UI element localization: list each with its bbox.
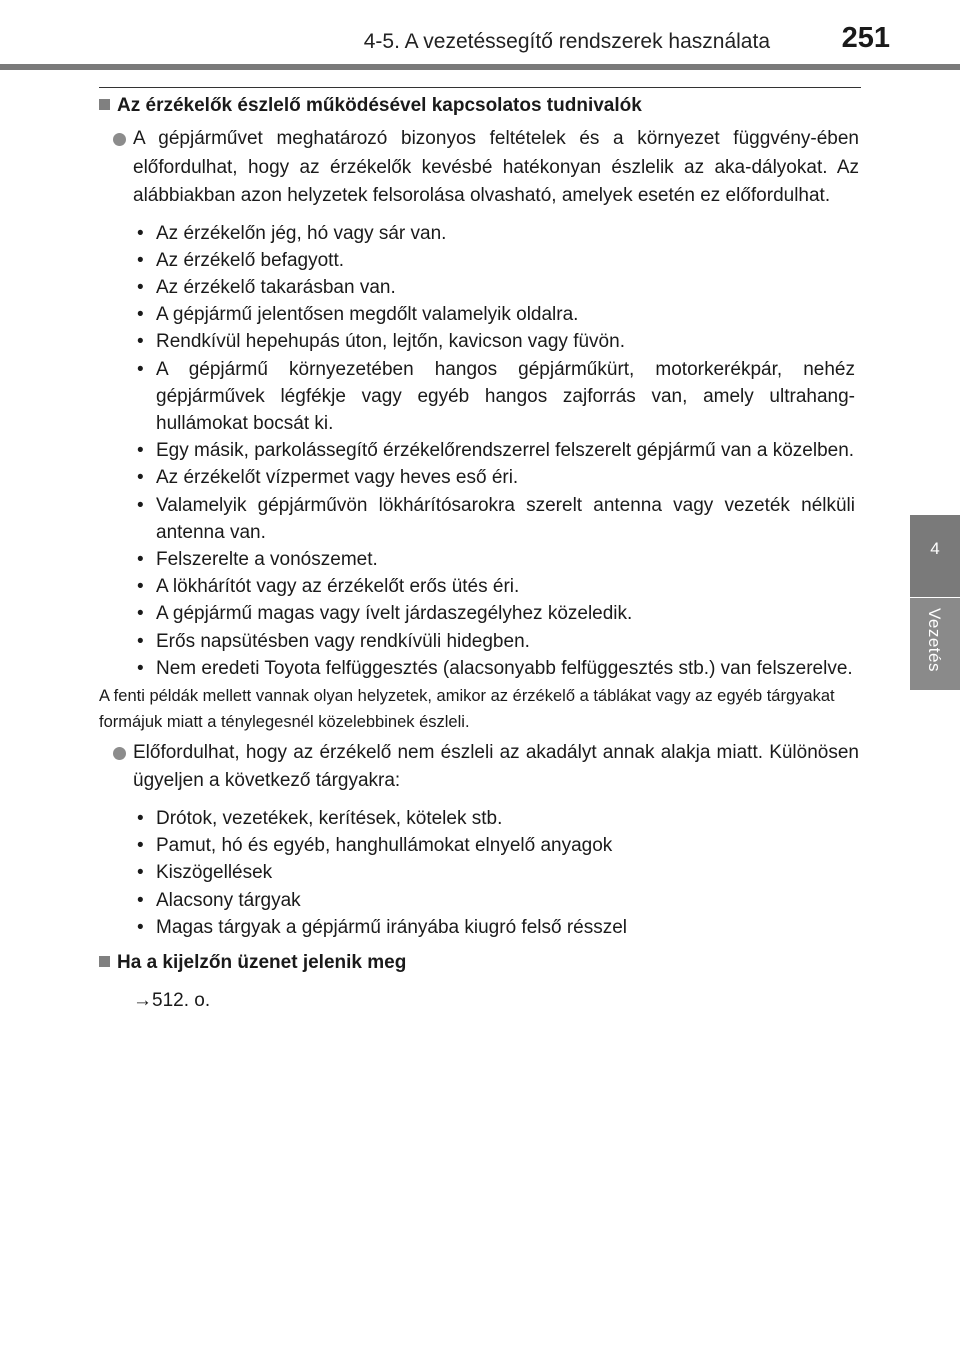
chapter-label-tab: [910, 598, 960, 690]
list-item: • Rendkívül hepehupás úton, lejtőn, kavicson vagy füvön.: [156, 328, 859, 355]
chapter-label: Vezetés: [925, 608, 944, 672]
header-rule: [0, 64, 960, 70]
conditions-list: [99, 220, 859, 682]
list-item: • Felszerelte a vonószemet.: [156, 546, 859, 573]
list-item: • Az érzékelőt vízpermet vagy heves eső éri.: [156, 464, 859, 491]
section-heading-text: Ha a kijelzőn üzenet jelenik meg: [117, 951, 407, 973]
circle-bullet-icon: [113, 133, 126, 146]
list-item: • Magas tárgyak a gépjármű irányába kiugró felső résszel: [156, 914, 859, 941]
square-bullet-icon: [99, 99, 110, 110]
paragraph-text: A gépjárművet meghatározó bizonyos feltételek és a környezet függvény-ében előfordulhat, hogy az érzékelők kevésbé hatékonyan észlelik az aka-dályokat. Az alábbiakban azon helyzetek felsorolása olvasható, amelyek esetén ez előfordulhat.: [133, 128, 859, 206]
note-text: A fenti példák mellett vannak olyan helyzetek, amikor az érzékelő a táblákat vagy az egyéb tárgyakat formájuk miatt a ténylegesnél közelebbinek észleli.: [99, 686, 835, 731]
list-item: • A gépjármű jelentősen megdőlt valamelyik oldalra.: [156, 301, 859, 328]
list-item: • Erős napsütésben vagy rendkívüli hidegben.: [156, 628, 859, 655]
section-heading-display-message: [99, 949, 859, 977]
list-item: • A gépjármű környezetében hangos gépjárműkürt, motorkerékpár, nehéz gépjárművek légfékje vagy egyéb hangos zajforrás van, amely ultrahang-hullámokat bocsát ki.: [156, 356, 859, 438]
list-item: • A lökhárítót vagy az érzékelőt erős ütés éri.: [156, 573, 859, 600]
list-item: • Alacsony tárgyak: [156, 887, 859, 914]
list-item: • Egy másik, parkolássegítő érzékelőrendszerrel felszerelt gépjármű van a közelben.: [156, 437, 859, 464]
list-item: • Az érzékelő takarásban van.: [156, 274, 859, 301]
chapter-number: 4: [930, 539, 940, 558]
list-item: • Az érzékelőn jég, hó vagy sár van.: [156, 220, 859, 247]
running-header-title: 4-5. A vezetéssegítő rendszerek használata: [363, 30, 770, 53]
paragraph-shape: [99, 739, 859, 796]
section-heading-sensor-detection: [99, 92, 859, 120]
chapter-tab: [910, 515, 960, 597]
section-heading-text: Az érzékelők észlelő működésével kapcsolatos tudnivalók: [117, 95, 642, 116]
list-item: • Kiszögellések: [156, 859, 859, 886]
list-item: • A gépjármű magas vagy ívelt járdaszegélyhez közeledik.: [156, 600, 859, 627]
page-number: 251: [841, 22, 890, 54]
content-rule: [99, 87, 861, 88]
square-bullet-icon: [99, 956, 110, 967]
list-item: • Nem eredeti Toyota felfüggesztés (alacsonyabb felfüggesztés stb.) van felszerelve.: [156, 655, 859, 682]
list-item: • Pamut, hó és egyéb, hanghullámokat elnyelő anyagok: [156, 832, 859, 859]
circle-bullet-icon: [113, 747, 126, 760]
list-item: • Drótok, vezetékek, kerítések, kötelek stb.: [156, 805, 859, 832]
paragraph-conditions: [99, 125, 859, 211]
page-content: [99, 92, 859, 1015]
paragraph-text: Előfordulhat, hogy az érzékelő nem észleli az akadályt annak alakja miatt. Különösen ügyeljen a következő tárgyakra:: [133, 741, 859, 792]
list-item: • Valamelyik gépjárművön lökhárítósarokra szerelt antenna vagy vezeték nélküli antenna van.: [156, 492, 859, 546]
objects-list: [99, 805, 859, 941]
list-item: • Az érzékelő befagyott.: [156, 247, 859, 274]
page-reference-link[interactable]: →512. o.: [133, 989, 211, 1011]
